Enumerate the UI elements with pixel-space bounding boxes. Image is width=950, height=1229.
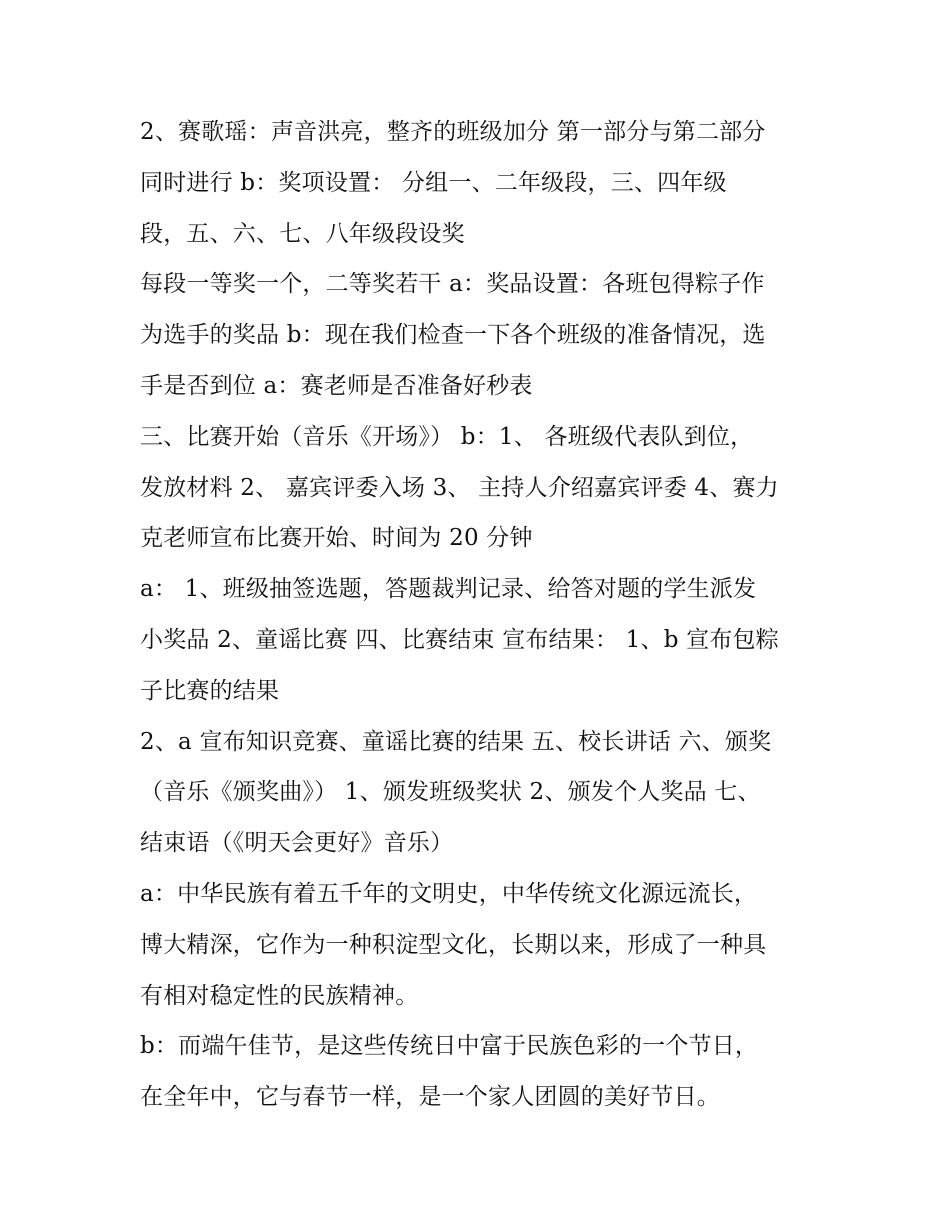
text-line: 手是否到位 a：赛老师是否准备好秒表	[140, 372, 533, 399]
text-line: 有相对稳定性的民族精神。	[140, 982, 419, 1009]
text-line: 结束语（《明天会更好》音乐）	[140, 830, 454, 857]
text-line: 克老师宣布比赛开始、时间为 20 分钟	[140, 525, 533, 552]
text-line: a：中华民族有着五千年的文明史，中华传统文化源远流长，	[140, 880, 758, 907]
text-line: 博大精深，它作为一种积淀型文化，长期以来，形成了一种具	[140, 931, 767, 958]
text-line: 段，五、六、七、八年级段设奖	[140, 220, 465, 247]
text-line: 2、a 宣布知识竞赛、童谣比赛的结果 五、校长讲话 六、颁奖	[140, 728, 772, 755]
text-line: b：而端午佳节，是这些传统日中富于民族色彩的一个节日，	[140, 1033, 759, 1060]
text-line: 每段一等奖一个，二等奖若干 a：奖品设置：各班包得粽子作	[140, 271, 765, 298]
text-line: 为选手的奖品 b：现在我们检查一下各个班级的准备情况，选	[140, 322, 766, 349]
document-body	[140, 107, 820, 1123]
text-line: 发放材料 2、 嘉宾评委入场 3、 主持人介绍嘉宾评委 4、赛力	[140, 474, 779, 501]
text-line: 子比赛的结果	[140, 677, 280, 704]
text-line: 2、赛歌瑶：声音洪亮，整齐的班级加分 第一部分与第二部分	[140, 119, 766, 145]
text-line: （音乐《颁奖曲》） 1、颁发班级奖状 2、颁发个人奖品 七、	[140, 779, 761, 806]
text-line: 同时进行 b：奖项设置： 分组一、二年级段，三、四年级	[140, 169, 727, 196]
text-line: a： 1、班级抽签选题，答题裁判记录、给答对题的学生派发	[140, 576, 757, 603]
text-line: 在全年中，它与春节一样，是一个家人团圆的美好节日。	[140, 1084, 720, 1111]
text-line: 小奖品 2、童谣比赛 四、比赛结束 宣布结果： 1、b 宣布包粽	[140, 626, 779, 653]
text-line: 三、比赛开始（音乐《开场》） b：1、 各班级代表队到位，	[140, 423, 754, 450]
